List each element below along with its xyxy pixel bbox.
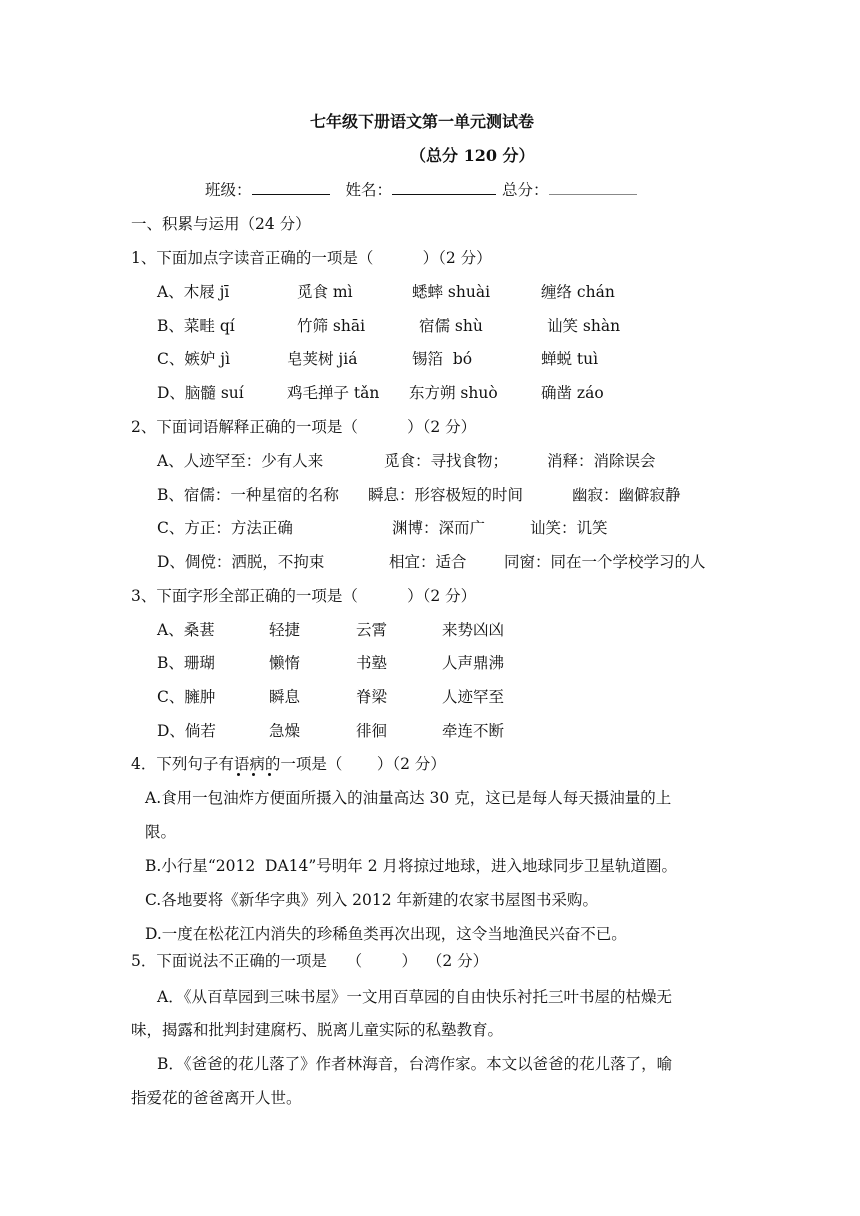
info-line xyxy=(205,179,643,201)
q4-option-a-line1: A.食用一包油炸方便面所摄入的油量高达 30 克，这已是每人每天摄油量的上 xyxy=(145,789,672,807)
q4-option-a-line2: 限。 xyxy=(145,823,177,841)
q5-option-b-line1: B．《爸爸的花儿落了》作者林海音，台湾作家。本文以爸爸的花儿落了，喻 xyxy=(157,1055,673,1073)
question-5-stem: 5．下面说法不正确的一项是 （ ） （2 分） xyxy=(131,952,489,970)
page-subtitle: （总分 120 分） xyxy=(410,146,535,165)
q5-option-a-line2: 味，揭露和批判封建腐朽、脱离儿童实际的私塾教育。 xyxy=(131,1021,504,1039)
q5-option-b-line2: 指爱花的爸爸离开人世。 xyxy=(131,1089,302,1107)
question-3-stem: 3、下面字形全部正确的一项是（ ）（2 分） xyxy=(131,587,477,605)
emphasis-dot xyxy=(237,773,240,776)
q4-option-d: D.一度在松花江内消失的珍稀鱼类再次出现，这令当地渔民兴奋不已。 xyxy=(145,925,627,943)
question-1-stem: 1、下面加点字读音正确的一项是（ ）（2 分） xyxy=(131,249,492,267)
score-label: 总分： xyxy=(502,181,549,199)
name-field[interactable] xyxy=(392,179,496,195)
score-field[interactable] xyxy=(549,179,637,195)
emphasis-dot xyxy=(268,773,271,776)
q5-option-a-line1: A．《从百草园到三味书屋》一文用百草园的自由快乐衬托三叶书屋的枯燥无 xyxy=(157,988,672,1006)
emphasis-dot xyxy=(252,773,255,776)
section-heading: 一、积累与运用（24 分） xyxy=(131,215,311,233)
q4-option-b: B.小行星“2012 DA14”号明年 2 月将掠过地球，进入地球同步卫星轨道圈。 xyxy=(145,857,678,875)
class-label: 班级： xyxy=(205,181,252,199)
name-label: 姓名： xyxy=(345,181,393,199)
question-4-stem: 4．下列句子有语病的一项是（ ）（2 分） xyxy=(131,755,446,773)
question-2-stem: 2、下面词语解释正确的一项是（ ）（2 分） xyxy=(131,418,477,436)
page-title: 七年级下册语文第一单元测试卷 xyxy=(310,112,535,131)
q4-option-c: C.各地要将《新华字典》列入 2012 年新建的农家书屋图书采购。 xyxy=(145,891,599,909)
class-field[interactable] xyxy=(252,179,330,195)
